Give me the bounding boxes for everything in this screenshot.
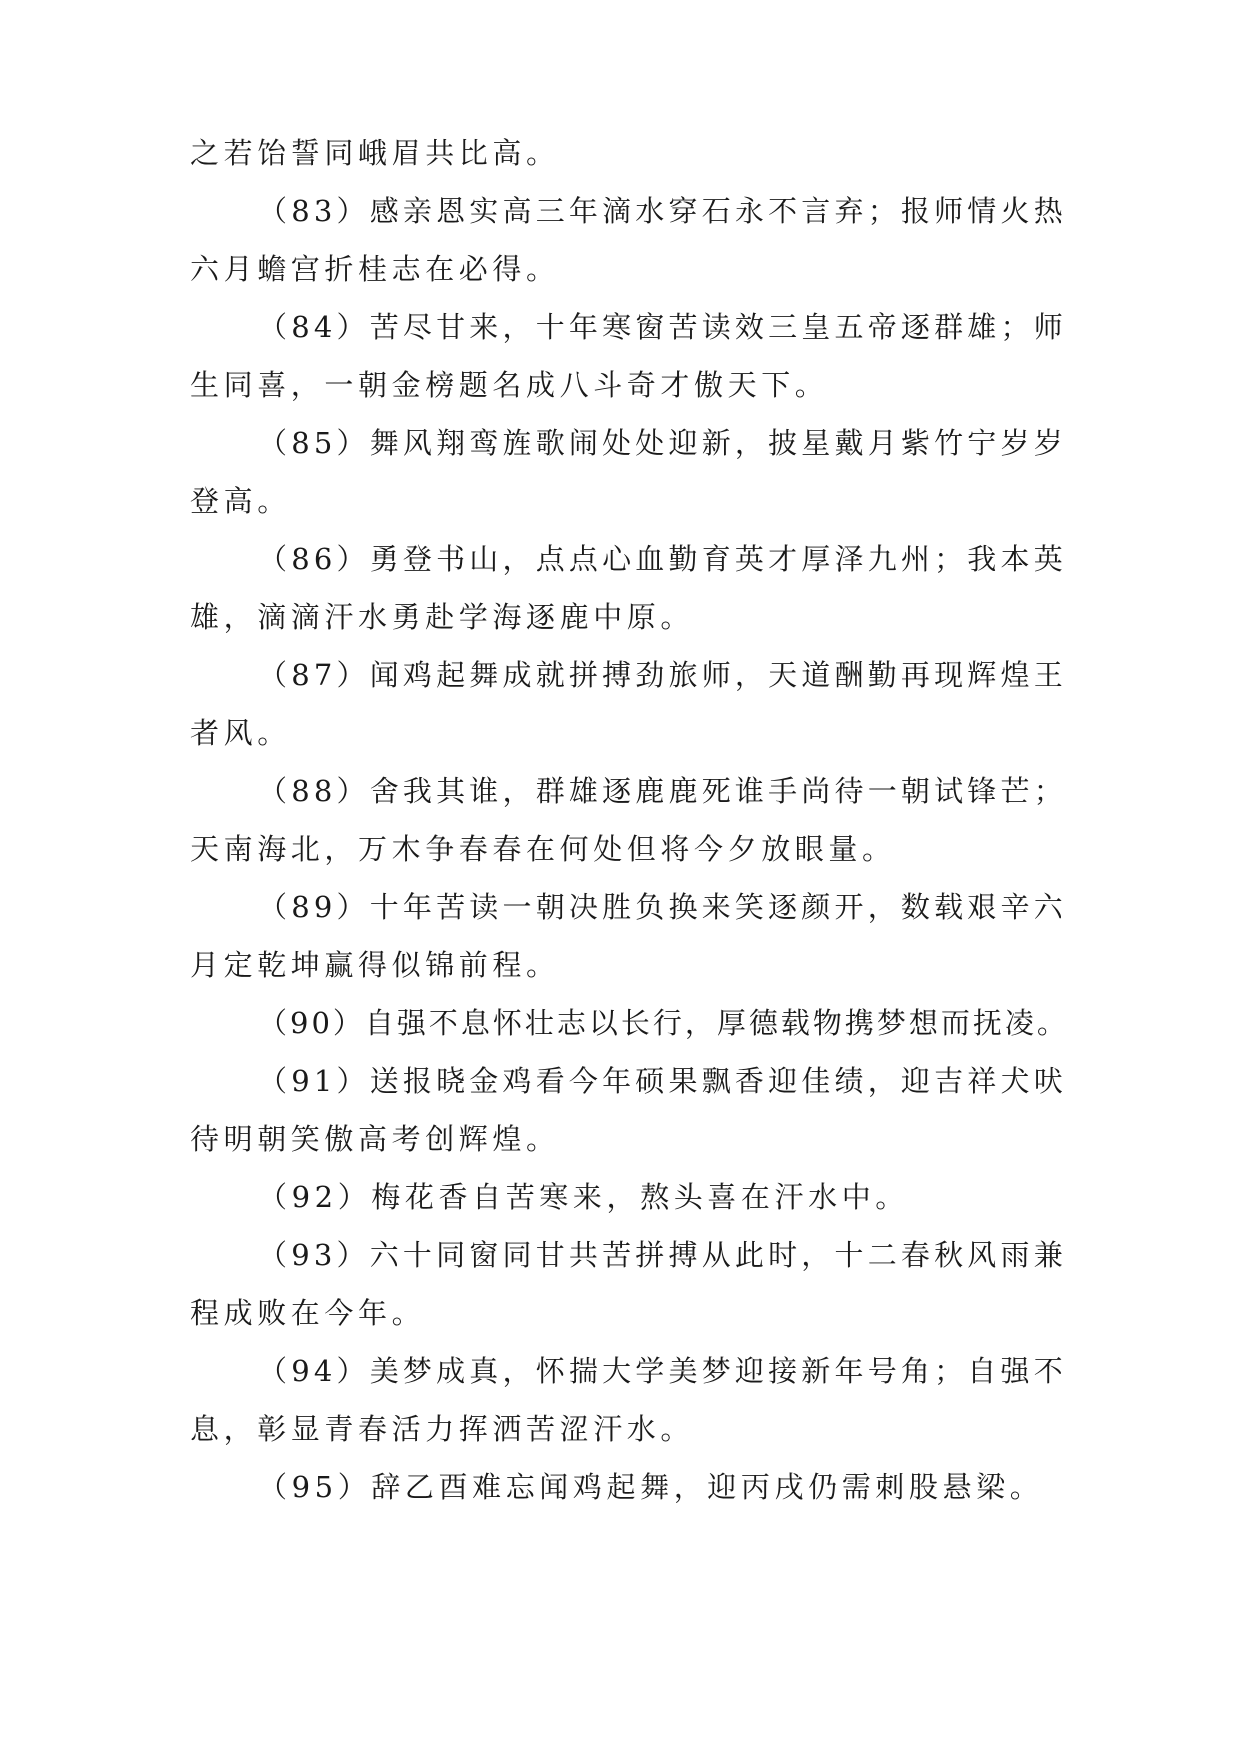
text-line: 之若饴誓同峨眉共比高。 — [190, 136, 560, 170]
text-line: 程成败在今年。 — [190, 1296, 426, 1330]
text-line: （93）六十同窗同甘共苦拼搏从此时，十二春秋风雨兼 — [258, 1238, 1067, 1272]
text-line: （94）美梦成真，怀揣大学美梦迎接新年号角；自强不 — [258, 1354, 1067, 1388]
text-line: （87）闻鸡起舞成就拼搏劲旅师，天道酬勤再现辉煌王 — [258, 658, 1067, 692]
text-line: （91）送报晓金鸡看今年硕果飘香迎佳绩，迎吉祥犬吠 — [258, 1064, 1067, 1098]
text-line: 月定乾坤赢得似锦前程。 — [190, 948, 560, 982]
text-line: （88）舍我其谁，群雄逐鹿鹿死谁手尚待一朝试锋芒； — [258, 774, 1067, 808]
text-line: 者风。 — [190, 716, 291, 750]
text-line: 登高。 — [190, 484, 291, 518]
text-line: 雄，滴滴汗水勇赴学海逐鹿中原。 — [190, 600, 695, 634]
text-line: （84）苦尽甘来，十年寒窗苦读效三皇五帝逐群雄；师 — [258, 310, 1067, 344]
text-line: 息，彰显青春活力挥洒苦涩汗水。 — [190, 1412, 695, 1446]
text-line: （92）梅花香自苦寒来，熬头喜在汗水中。 — [258, 1180, 909, 1214]
text-line: 六月蟾宫折桂志在必得。 — [190, 252, 560, 286]
text-line: （83）感亲恩实高三年滴水穿石永不言弃；报师情火热 — [258, 194, 1067, 228]
text-line: 生同喜，一朝金榜题名成八斗奇才傲天下。 — [190, 368, 829, 402]
text-line: （95）辞乙酉难忘闻鸡起舞，迎丙戌仍需刺股悬梁。 — [258, 1470, 1044, 1504]
text-line: 待明朝笑傲高考创辉煌。 — [190, 1122, 560, 1156]
text-line: （90）自强不息怀壮志以长行，厚德载物携梦想而抚凌。 — [258, 1006, 1069, 1040]
text-line: （85）舞风翔鸾旌歌闹处处迎新，披星戴月紫竹宁岁岁 — [258, 426, 1067, 460]
text-line: （89）十年苦读一朝决胜负换来笑逐颜开，数载艰辛六 — [258, 890, 1067, 924]
text-line: （86）勇登书山，点点心血勤育英才厚泽九州；我本英 — [258, 542, 1067, 576]
text-line: 天南海北，万木争春春在何处但将今夕放眼量。 — [190, 832, 896, 866]
